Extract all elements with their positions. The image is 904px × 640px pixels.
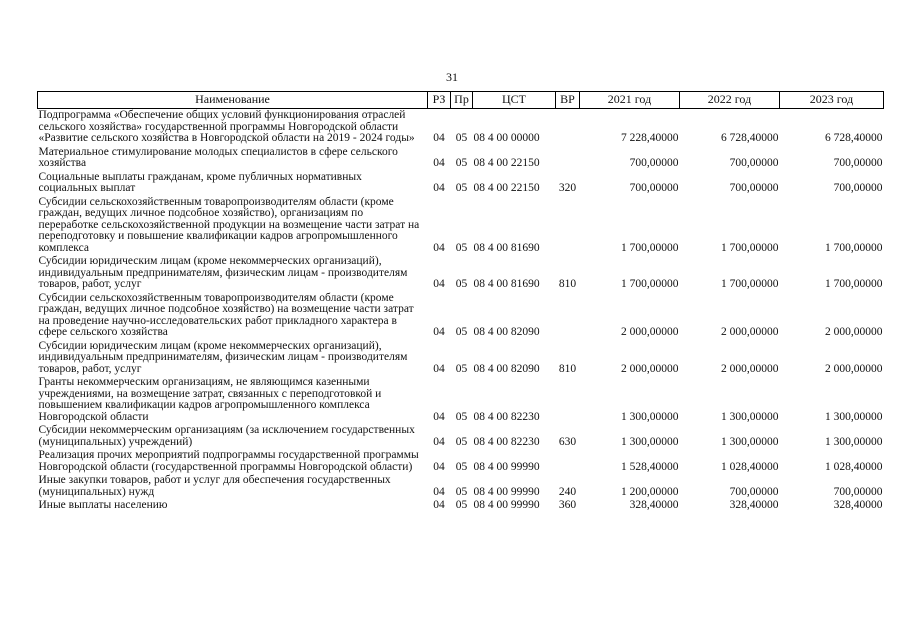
row-pr: 05 [455,460,468,473]
table-row [38,340,884,377]
header-2022: 2022 год [680,92,780,109]
header-name: Наименование [38,92,428,109]
header-pr: Пр [451,92,473,109]
row-name: Субсидии сельскохозяйственным товаропроизводителям области (кроме граждан, ведущих личное подсобное хозяйство) на возмещение части затрат на проведение научно-исследовательских работ прикладного характера в сфере сельского хозяйства [38,291,414,338]
row-2022: 1 300,00000 [721,435,779,448]
row-cst: 08 4 00 82230 [473,410,540,423]
row-name: Социальные выплаты гражданам, кроме публичных нормативных социальных выплат [38,170,362,194]
row-pr: 05 [455,241,468,254]
row-name: Субсидии некоммерческим организациям (за исключением государственных (муниципальных) учреждений) [38,424,415,448]
row-rz: 04 [433,410,445,423]
header-2023: 2023 год [780,92,884,109]
row-2022: 1 700,00000 [721,241,779,254]
row-2022: 328,40000 [729,499,779,511]
row-2023: 1 700,00000 [825,241,883,254]
row-2021: 1 200,00000 [621,485,679,498]
row-vr: 630 [558,435,577,448]
header-2021: 2021 год [580,92,680,109]
row-cst: 08 4 00 22150 [473,182,540,194]
page-number: 31 [446,70,458,84]
row-rz: 04 [433,499,445,511]
row-rz: 04 [433,278,445,290]
row-2022: 1 028,40000 [721,460,779,473]
row-2022: 1 300,00000 [721,410,779,423]
row-2022: 1 700,00000 [721,278,779,290]
row-rz: 04 [433,241,445,254]
row-vr [556,196,580,256]
row-pr: 05 [455,362,468,375]
row-cst: 08 4 00 00000 [473,132,540,144]
row-2021: 328,40000 [629,499,679,511]
row-cst: 08 4 00 82090 [473,326,540,338]
row-2023: 2 000,00000 [825,362,883,375]
row-vr [556,292,580,340]
row-2021: 2 000,00000 [621,362,679,375]
table-row [38,255,884,292]
row-pr: 05 [455,182,468,194]
row-name: Материальное стимулирование молодых специалистов в сфере сельского хозяйства [38,145,398,169]
row-2021: 1 700,00000 [621,278,679,290]
row-2022: 2 000,00000 [721,326,779,338]
row-pr: 05 [455,435,468,448]
row-2022: 700,00000 [729,182,779,194]
row-2023: 1 300,00000 [825,410,883,423]
row-cst: 08 4 00 81690 [473,278,540,290]
row-name: Подпрограмма «Обеспечение общих условий функционирования отраслей сельского хозяйства» государственной программы Новгородской области «Развитие сельского хозяйства в Новгородской области на 2019 - 2024 годы» [38,109,415,144]
table-row [38,449,884,474]
row-2023: 1 028,40000 [825,460,883,473]
table-row [38,196,884,256]
row-2023: 1 700,00000 [825,278,883,290]
row-rz: 04 [433,435,445,448]
row-2022: 700,00000 [729,485,779,498]
row-name: Иные закупки товаров, работ и услуг для обеспечения государственных (муниципальных) нужд [38,474,391,498]
row-vr: 810 [558,362,577,375]
row-rz: 04 [433,157,445,169]
row-vr: 810 [558,278,577,290]
row-rz: 04 [433,182,445,194]
row-pr: 05 [455,410,468,423]
row-cst: 08 4 00 99990 [473,460,540,473]
row-cst: 08 4 00 81690 [473,241,540,254]
row-cst: 08 4 00 22150 [473,157,540,169]
row-2023: 1 300,00000 [825,435,883,448]
row-2021: 7 228,40000 [621,132,679,144]
table-row [38,499,884,513]
row-2023: 328,40000 [833,499,883,511]
row-2021: 1 300,00000 [621,435,679,448]
row-rz: 04 [433,485,445,498]
header-cst: ЦСТ [473,92,556,109]
row-2021: 1 528,40000 [621,460,679,473]
row-pr: 05 [455,157,468,169]
row-pr: 05 [455,499,468,511]
row-2021: 700,00000 [629,182,679,194]
row-2021: 700,00000 [629,157,679,169]
row-2021: 2 000,00000 [621,326,679,338]
row-2022: 700,00000 [729,157,779,169]
row-rz: 04 [433,362,445,375]
table-header-row [38,92,884,109]
row-2023: 2 000,00000 [825,326,883,338]
header-vr: ВР [556,92,580,109]
header-rz: РЗ [428,92,451,109]
table-row [38,146,884,171]
row-pr: 05 [455,326,468,338]
row-2022: 6 728,40000 [721,132,779,144]
row-rz: 04 [433,460,445,473]
row-pr: 05 [455,485,468,498]
table-row [38,474,884,499]
table-row [38,292,884,340]
row-rz: 04 [433,326,445,338]
row-name: Гранты некоммерческим организациям, не являющимся казенными учреждениями, на возмещение затрат, связанных с переподготовкой и повышением квалификации кадров агропромышленного комплекса Новгородской области [38,376,382,423]
budget-table [37,91,884,513]
row-pr: 05 [455,278,468,290]
row-name: Субсидии юридическим лицам (кроме некоммерческих организаций), индивидуальным предпринимателям, физическим лицам - производителям товаров, работ, услуг [38,339,408,375]
row-cst: 08 4 00 99990 [473,485,540,498]
row-cst: 08 4 00 99990 [473,499,540,511]
row-vr [556,449,580,474]
row-name: Субсидии юридическим лицам (кроме некоммерческих организаций), индивидуальным предпринимателям, физическим лицам - производителям товаров, работ, услуг [38,255,408,290]
table-row [38,171,884,196]
row-cst: 08 4 00 82090 [473,362,540,375]
table-row [38,109,884,146]
row-2023: 700,00000 [833,182,883,194]
table-row [38,376,884,424]
row-2022: 2 000,00000 [721,362,779,375]
row-2021: 1 700,00000 [621,241,679,254]
row-cst: 08 4 00 82230 [473,435,540,448]
row-name: Субсидии сельскохозяйственным товаропроизводителям области (кроме граждан, ведущих личное подсобное хозяйство), организациям по переработке сельскохозяйственной продукции на возмещение части затрат на переподготовку и повышение квалификации кадров агропромышленного комплекса [38,195,420,254]
row-vr: 360 [558,499,577,511]
row-2021: 1 300,00000 [621,410,679,423]
row-vr [556,109,580,146]
row-vr [556,376,580,424]
row-name: Иные выплаты населению [38,499,168,511]
row-vr: 240 [558,485,577,498]
row-2023: 700,00000 [833,157,883,169]
row-pr: 05 [455,132,468,144]
row-rz: 04 [433,132,445,144]
table-row [38,424,884,449]
row-vr: 320 [558,182,577,194]
row-2023: 6 728,40000 [825,132,883,144]
row-vr [556,146,580,171]
row-2023: 700,00000 [833,485,883,498]
row-name: Реализация прочих мероприятий подпрограммы государственной программы Новгородской области (государственной программы Новгородской области) [38,449,419,473]
